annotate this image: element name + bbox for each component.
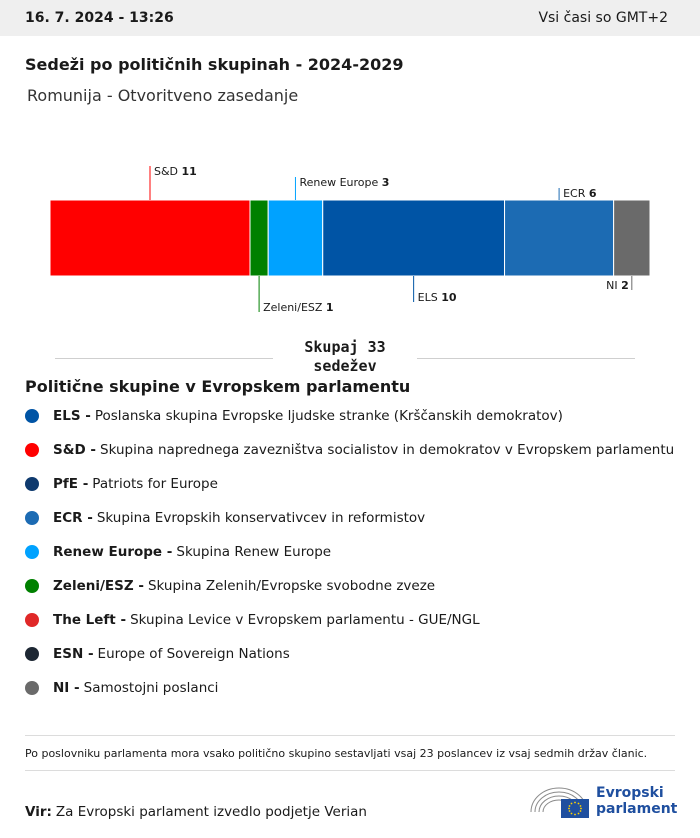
european-parliament-hemicycle-logo-icon (528, 782, 590, 820)
bar-label-ni: NI 2 (606, 279, 629, 292)
bar-label-ecr: ECR 6 (563, 187, 597, 200)
legend-item (25, 474, 685, 508)
legend-name: Poslanska skupina Evropske ljudske stranke (Krščanskih demokratov) (94, 408, 563, 424)
legend-name: Samostojni poslanci (83, 680, 219, 696)
divider-line (55, 358, 273, 359)
footnote-text: Po poslovniku parlamenta mora vsako politično skupino sestavljati vsaj 23 poslancev iz vsaj sedmih držav članic. (25, 746, 648, 760)
chart-title: Sedeži po političnih skupinah - 2024-2029 (25, 55, 404, 74)
legend-item (25, 406, 685, 440)
legend-item (25, 508, 685, 542)
source-line (25, 804, 367, 820)
seat-bar-svg (0, 150, 700, 330)
footnote (25, 735, 675, 771)
legend-dot (25, 613, 39, 627)
bar-label-zeleni-esz: Zeleni/ESZ 1 (263, 301, 334, 314)
legend-dot (25, 443, 39, 457)
bar-segment-els (323, 200, 505, 276)
top-bar (0, 0, 700, 36)
european-parliament-logo (528, 780, 678, 822)
legend-abbr: ESN - (53, 646, 94, 662)
legend-item (25, 542, 685, 576)
total-prefix: Skupaj (304, 338, 359, 356)
source-text: Za Evropski parlament izvedlo podjetje Verian (55, 804, 367, 820)
bar-label-s-d: S&D 11 (154, 165, 197, 178)
legend-abbr: The Left - (53, 612, 127, 628)
total-seats (55, 338, 635, 378)
legend-abbr: S&D - (53, 442, 97, 458)
legend-name: Skupina Levice v Evropskem parlamentu - GUE/NGL (130, 612, 480, 628)
legend-name: Europe of Sovereign Nations (97, 646, 290, 662)
legend-dot (25, 409, 39, 423)
legend-abbr: Zeleni/ESZ - (53, 578, 144, 594)
legend-dot (25, 681, 39, 695)
total-unit: sedežev (313, 357, 377, 375)
bar-segment-s-d (50, 200, 250, 276)
logo-line-2: parlament (596, 801, 678, 817)
legend-abbr: PfE - (53, 476, 89, 492)
legend-name: Patriots for Europe (92, 476, 218, 492)
legend-item (25, 644, 685, 678)
legend-item (25, 576, 685, 610)
legend-item (25, 610, 685, 644)
legend-dot (25, 579, 39, 593)
total-value: 33 (367, 338, 386, 356)
total-label (273, 338, 417, 376)
legend-abbr: ECR - (53, 510, 93, 526)
legend-abbr: NI - (53, 680, 80, 696)
legend-dot (25, 545, 39, 559)
logo-wordmark (596, 785, 677, 817)
legend-dot (25, 647, 39, 661)
source-label: Vir: (25, 804, 52, 820)
legend-name: Skupina naprednega zavezništva socialistov in demokratov v Evropskem parlamentu (100, 442, 675, 458)
legend-item (25, 440, 685, 474)
legend-item (25, 678, 685, 712)
bar-label-els: ELS 10 (417, 291, 457, 304)
bar-label-renew-europe: Renew Europe 3 (299, 176, 390, 189)
legend-title: Politične skupine v Evropskem parlamentu (25, 377, 411, 396)
legend-dot (25, 511, 39, 525)
bar-segment-zeleni-esz (250, 200, 268, 276)
bar-segment-ni (614, 200, 650, 276)
chart-subtitle: Romunija - Otvoritveno zasedanje (27, 86, 299, 105)
legend-name: Skupina Renew Europe (176, 544, 332, 560)
legend-name: Skupina Zelenih/Evropske svobodne zveze (147, 578, 436, 594)
divider-line (417, 358, 635, 359)
legend (25, 406, 685, 712)
legend-name: Skupina Evropskih konservativcev in reformistov (96, 510, 426, 526)
legend-dot (25, 477, 39, 491)
bar-segment-renew-europe (268, 200, 323, 276)
datetime: 16. 7. 2024 - 13:26 (25, 10, 174, 26)
legend-abbr: ELS - (53, 408, 91, 424)
logo-line-1: Evropski (596, 785, 664, 801)
timezone-note: Vsi časi so GMT+2 (538, 10, 668, 26)
bar-segment-ecr (505, 200, 614, 276)
legend-abbr: Renew Europe - (53, 544, 173, 560)
seat-chart (0, 150, 700, 330)
